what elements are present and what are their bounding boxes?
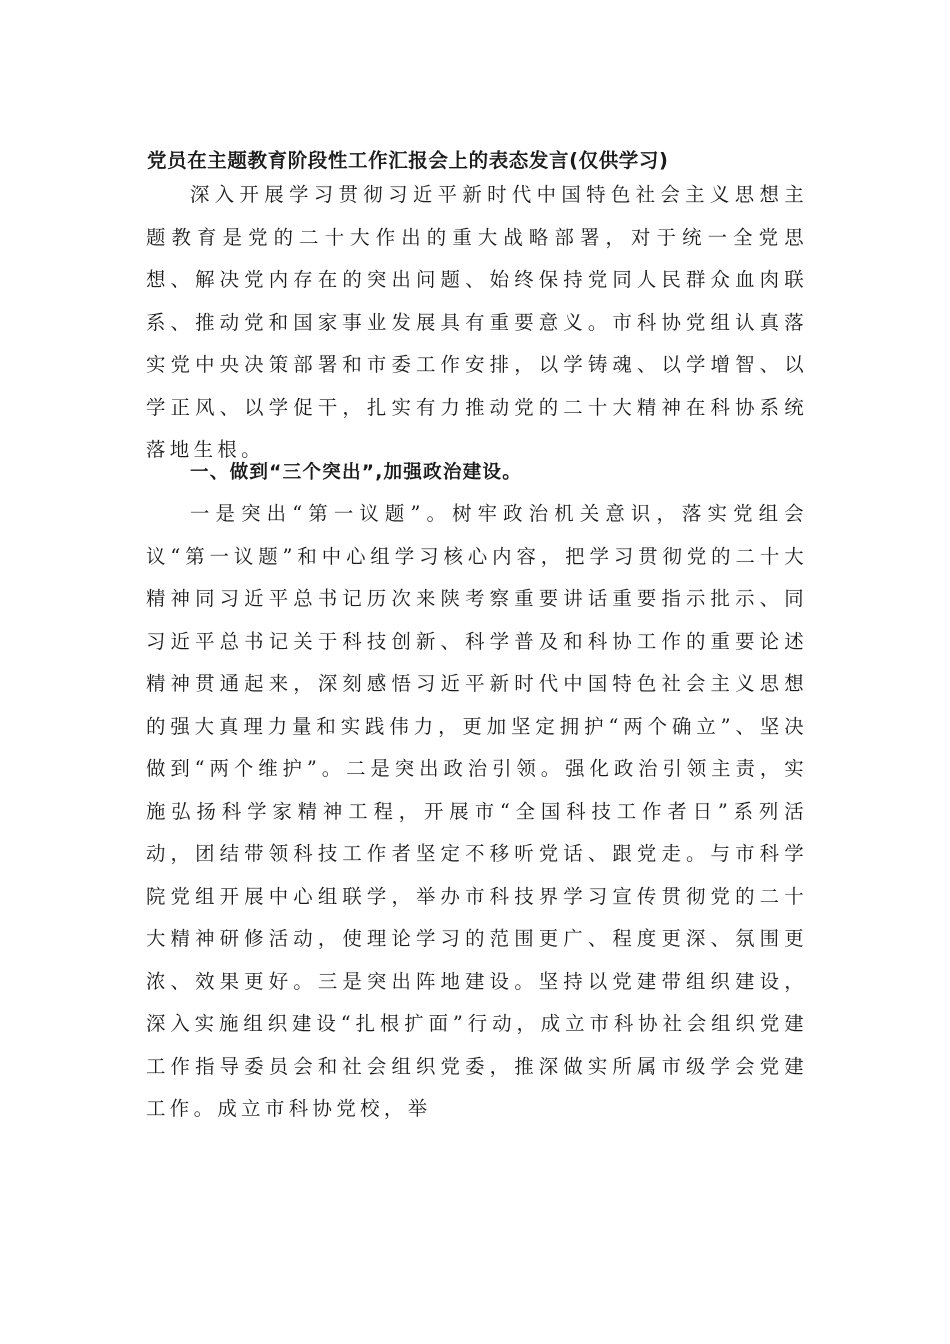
section-one-heading: 一、做到“三个突出”,加强政治建设。 — [190, 462, 523, 483]
intro-paragraph: 深入开展学习贯彻习近平新时代中国特色社会主义思想主题教育是党的二十大作出的重大战略部署，对于统一全党思想、解决党内存在的突出问题、始终保持党同人民群众血肉联系、推动党和国家事业发展具有重要意义。市科协党组认真落实党中央决策部署和市委工作安排，以学铸魂、以学增智、以学正风、以学促干，扎实有力推动党的二十大精神在科协系统落地生根。 — [146, 183, 808, 461]
section-one-paragraph: 一是突出“第一议题”。树牢政治机关意识，落实党组会议“第一议题”和中心组学习核心内容，把学习贯彻党的二十大精神同习近平总书记历次来陕考察重要讲话重要指示批示、同习近平总书记关于科技创新、科学普及和科协工作的重要论述精神贯通起来，深刻感悟习近平新时代中国特色社会主义思想的强大真理力量和实践伟力，更加坚定拥护“两个确立”、坚决做到“两个维护”。二是突出政治引领。强化政治引领主责，实施弘扬科学家精神工程，开展市“全国科技工作者日”系列活动，团结带领科技工作者坚定不移听党话、跟党走。与市科学院党组开展中心组联学，举办市科技界学习宣传贯彻党的二十大精神研修活动，使理论学习的范围更广、程度更深、氛围更浓、效果更好。三是突出阵地建设。坚持以党建带组织建设，深入实施组织建设“扎根扩面”行动，成立市科协社会组织党建工作指导委员会和社会组织党委，推深做实所属市级学会党建工作。成立市科协党校，举 — [146, 502, 808, 1120]
document-title: 党员在主题教育阶段性工作汇报会上的表态发言(仅供学习) — [147, 149, 669, 172]
